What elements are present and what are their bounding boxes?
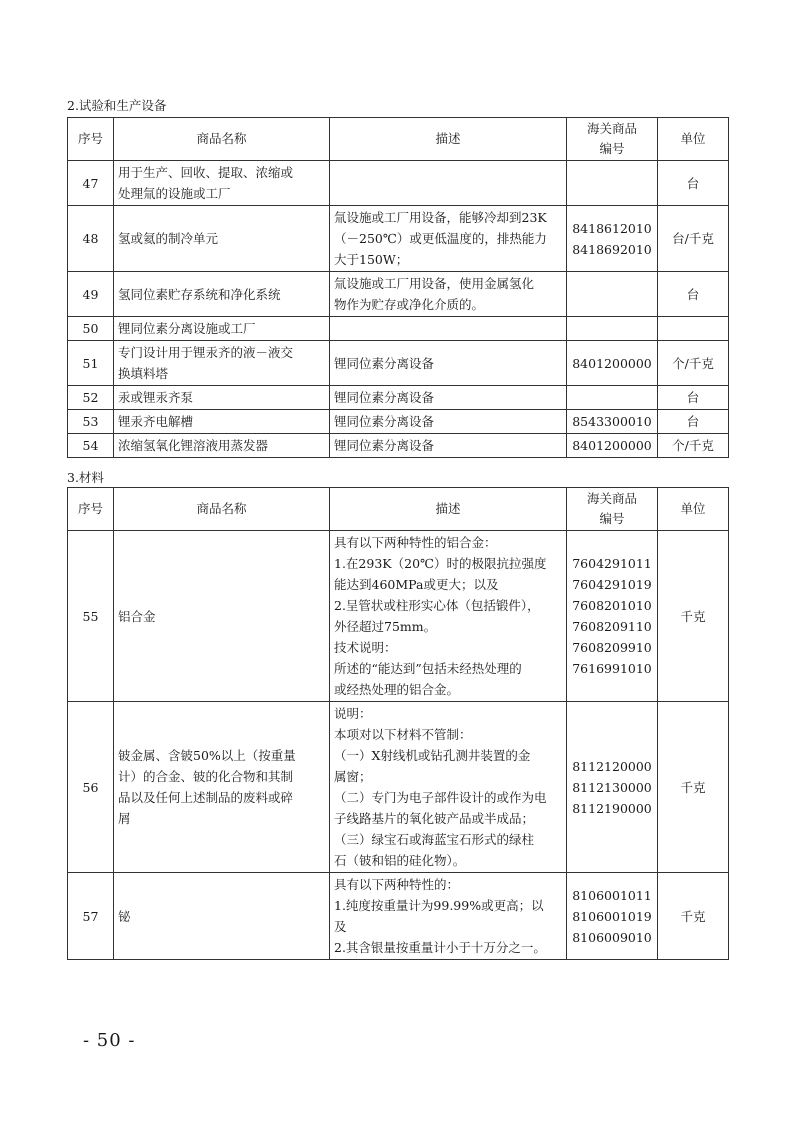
cell-line: 8112130000 <box>572 779 652 795</box>
cell-line: 锂同位素分离设备 <box>334 355 435 371</box>
cell-no: 52 <box>68 386 114 410</box>
cell-line: 氢或氦的制冷单元 <box>118 231 219 246</box>
cell-line: 外径超过75mm。 <box>334 619 437 634</box>
cell-line: 处理氚的设施或工厂 <box>118 186 231 201</box>
cell-unit: 千克 <box>658 873 729 960</box>
cell-no: 53 <box>68 410 114 434</box>
cell-customs-code <box>567 873 658 960</box>
cell-customs-code <box>567 317 658 341</box>
cell-customs-code <box>567 272 658 317</box>
cell-line: 具有以下两种特性的铝合金： <box>334 535 497 550</box>
cell-line: 或经热处理的铝合金。 <box>334 682 460 697</box>
cell-line: 屑 <box>118 811 131 826</box>
table-row <box>68 341 729 386</box>
cell-no: 54 <box>68 434 114 458</box>
materials-table <box>67 487 729 960</box>
table-row <box>68 206 729 272</box>
cell-line: 属窗； <box>334 769 372 784</box>
cell-line: 8401200000 <box>572 438 652 453</box>
cell-line: 锂同位素分离设备 <box>334 390 435 405</box>
cell-line: 锂同位素分离设备 <box>334 414 435 429</box>
cell-name <box>114 410 330 434</box>
cell-line: 浓缩氢氧化锂溶液用蒸发器 <box>118 438 269 453</box>
cell-line: 7604291011 <box>572 556 652 571</box>
header-no: 序号 <box>68 488 114 531</box>
cell-line: 锂汞齐电解槽 <box>118 414 194 429</box>
table-header-row <box>68 118 729 161</box>
cell-line: 铋 <box>118 908 131 924</box>
cell-line: 锂同位素分离设备 <box>334 438 435 453</box>
cell-line: 8112120000 <box>572 758 652 774</box>
cell-line: 换填料塔 <box>118 366 169 381</box>
cell-name <box>114 434 330 458</box>
table-row <box>68 410 729 434</box>
header-code-line-2: 编号 <box>599 141 625 156</box>
cell-line: 铝合金 <box>118 608 156 624</box>
cell-line: 1.在293K（20℃）时的极限抗拉强度 <box>334 556 547 571</box>
section-3-title: 3.材料 <box>67 470 104 485</box>
cell-line: 所述的“能达到”包括未经热处理的 <box>334 661 522 676</box>
cell-description <box>330 317 567 341</box>
cell-no: 50 <box>68 317 114 341</box>
cell-unit: 千克 <box>658 702 729 873</box>
header-code <box>567 118 658 161</box>
header-unit: 单位 <box>658 488 729 531</box>
table-row <box>68 161 729 206</box>
header-name: 商品名称 <box>114 488 330 531</box>
table-row <box>68 272 729 317</box>
cell-line: 氢同位素贮存系统和净化系统 <box>118 286 281 302</box>
cell-line: 7608209110 <box>572 619 652 634</box>
table-row <box>68 317 729 341</box>
cell-name <box>114 873 330 960</box>
equipment-table <box>67 117 729 458</box>
cell-line: 8106001011 <box>572 887 652 903</box>
cell-no: 49 <box>68 272 114 317</box>
cell-line: 计）的合金、铍的化合物和其制 <box>118 769 294 784</box>
cell-line: 2.呈管状或柱形实心体（包括锻件）， <box>334 598 540 613</box>
cell-unit: 台 <box>658 161 729 206</box>
cell-line: （一）X射线机或钻孔测井装置的金 <box>334 748 531 763</box>
cell-line: 8106009010 <box>572 929 652 945</box>
cell-description <box>330 410 567 434</box>
cell-line: 技术说明： <box>334 640 397 655</box>
cell-line: 石（铍和铝的硅化物）。 <box>334 853 466 868</box>
cell-no: 47 <box>68 161 114 206</box>
cell-name <box>114 531 330 702</box>
cell-line: 7608201010 <box>572 598 652 613</box>
cell-name <box>114 341 330 386</box>
cell-line: 7616991010 <box>572 661 652 676</box>
table-row <box>68 531 729 702</box>
cell-customs-code <box>567 386 658 410</box>
cell-description <box>330 386 567 410</box>
cell-unit: 个/千克 <box>658 341 729 386</box>
table-header-row <box>68 488 729 531</box>
header-code-line-1: 海关商品 <box>586 491 637 506</box>
cell-name <box>114 386 330 410</box>
cell-line: 大于150W； <box>334 252 409 267</box>
cell-description <box>330 702 567 873</box>
header-code-line-1: 海关商品 <box>586 121 637 136</box>
cell-unit: 台 <box>658 272 729 317</box>
cell-line: 氚设施或工厂用设备，使用金属氢化 <box>334 276 535 291</box>
cell-line: 物作为贮存或净化介质的。 <box>334 297 485 312</box>
cell-customs-code <box>567 410 658 434</box>
cell-unit: 台 <box>658 410 729 434</box>
table-row <box>68 386 729 410</box>
cell-description <box>330 341 567 386</box>
header-desc: 描述 <box>330 488 567 531</box>
cell-line: （二）专门为电子部件设计的或作为电 <box>334 790 547 805</box>
cell-unit: 台 <box>658 386 729 410</box>
cell-line: 1.纯度按重量计为99.99%或更高；以 <box>334 898 544 913</box>
cell-no: 55 <box>68 531 114 702</box>
cell-customs-code <box>567 434 658 458</box>
cell-line: 用于生产、回收、提取、浓缩或 <box>118 165 294 180</box>
page-number: - 50 - <box>83 1030 136 1051</box>
cell-name <box>114 272 330 317</box>
cell-name <box>114 317 330 341</box>
header-no: 序号 <box>68 118 114 161</box>
cell-description <box>330 272 567 317</box>
cell-customs-code <box>567 341 658 386</box>
cell-line: 专门设计用于锂汞齐的液－液交 <box>118 345 294 360</box>
header-code-line-2: 编号 <box>599 511 625 526</box>
cell-customs-code <box>567 531 658 702</box>
header-desc: 描述 <box>330 118 567 161</box>
cell-name <box>114 206 330 272</box>
cell-line: 品以及任何上述制品的废料或碎 <box>118 790 294 805</box>
cell-line: 铍金属、含铍50%以上（按重量 <box>118 748 296 763</box>
cell-no: 48 <box>68 206 114 272</box>
section-2-title: 2.试验和生产设备 <box>67 98 167 113</box>
cell-line: 8543300010 <box>572 414 652 429</box>
cell-line: 本项对以下材料不管制： <box>334 727 472 742</box>
cell-line: （－250℃）或更低温度的，排热能力 <box>334 231 547 246</box>
cell-line: 汞或锂汞齐泵 <box>118 390 194 405</box>
cell-description <box>330 161 567 206</box>
cell-no: 51 <box>68 341 114 386</box>
cell-line: 8418692010 <box>572 241 652 257</box>
cell-line: 8418612010 <box>572 220 652 236</box>
table-row <box>68 434 729 458</box>
cell-line: 能达到460MPa或更大；以及 <box>334 577 499 592</box>
cell-no: 56 <box>68 702 114 873</box>
cell-unit <box>658 317 729 341</box>
cell-no: 57 <box>68 873 114 960</box>
cell-line: 氚设施或工厂用设备，能够冷却到23K <box>334 210 547 225</box>
cell-line: 子线路基片的氧化铍产品或半成品； <box>334 811 535 826</box>
cell-line: 8401200000 <box>572 355 652 371</box>
cell-unit: 个/千克 <box>658 434 729 458</box>
cell-unit: 台/千克 <box>658 206 729 272</box>
table-row <box>68 702 729 873</box>
cell-line: 7608209910 <box>572 640 652 655</box>
cell-name <box>114 161 330 206</box>
header-unit: 单位 <box>658 118 729 161</box>
cell-description <box>330 873 567 960</box>
cell-line: 说明： <box>334 706 372 721</box>
cell-line: 7604291019 <box>572 577 652 592</box>
cell-description <box>330 434 567 458</box>
cell-customs-code <box>567 161 658 206</box>
cell-line: 锂同位素分离设施或工厂 <box>118 321 256 336</box>
cell-line: 具有以下两种特性的： <box>334 877 460 892</box>
table-row <box>68 873 729 960</box>
header-code <box>567 488 658 531</box>
cell-name <box>114 702 330 873</box>
cell-unit: 千克 <box>658 531 729 702</box>
cell-description <box>330 531 567 702</box>
cell-customs-code <box>567 702 658 873</box>
cell-line: （三）绿宝石或海蓝宝石形式的绿柱 <box>334 832 535 847</box>
cell-line: 2.其含银量按重量计小于十万分之一。 <box>334 940 546 955</box>
cell-line: 8112190000 <box>572 800 652 816</box>
cell-description <box>330 206 567 272</box>
header-name: 商品名称 <box>114 118 330 161</box>
cell-customs-code <box>567 206 658 272</box>
cell-line: 及 <box>334 919 347 934</box>
cell-line: 8106001019 <box>572 908 652 924</box>
